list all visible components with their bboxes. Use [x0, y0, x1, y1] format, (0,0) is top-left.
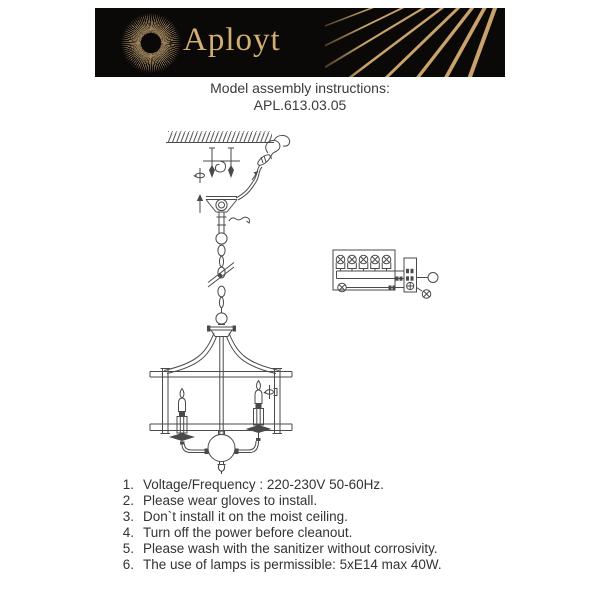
instruction-number: 3. — [122, 509, 134, 524]
ground-lamp-symbol — [338, 283, 347, 292]
instruction-item — [118, 477, 538, 493]
center-rod — [220, 337, 223, 435]
ceiling-hatch — [166, 131, 274, 143]
rotate-screw-icon — [193, 168, 204, 183]
drum-frame — [150, 369, 292, 434]
instruction-number: 1. — [122, 477, 134, 492]
top-cup — [207, 313, 236, 337]
page-title: Model assembly instructions: — [210, 80, 390, 96]
instruction-text: Turn off the power before cleanout. — [143, 525, 353, 540]
mounting-hook-icon — [215, 161, 225, 172]
lamp-symbol — [422, 290, 431, 299]
lamp-symbol — [359, 255, 368, 271]
lamp-symbol — [336, 255, 345, 271]
canopy — [206, 197, 237, 245]
instruction-number: 5. — [122, 541, 134, 556]
instruction-item — [118, 557, 538, 573]
instruction-number: 2. — [122, 493, 134, 508]
wiring-diagram — [333, 250, 438, 298]
bottom-arms — [180, 438, 261, 454]
instruction-item — [118, 493, 538, 509]
instruction-number: 4. — [122, 525, 134, 540]
instruction-text: Please wash with the sanitizer without corrosivity. — [143, 541, 438, 556]
instruction-item — [118, 525, 538, 541]
anchor-screws — [203, 148, 240, 178]
center-sphere — [208, 431, 235, 462]
terminal-block — [404, 258, 417, 292]
model-number: APL.613.03.05 — [253, 97, 347, 113]
live-terminal-symbol — [428, 273, 438, 283]
instruction-text: Please wear gloves to install. — [143, 493, 318, 508]
upper-arms — [164, 333, 279, 374]
instructions-list — [118, 477, 538, 573]
instruction-item — [118, 509, 538, 525]
brand-name: Aployt — [183, 22, 281, 58]
finial — [218, 462, 226, 475]
lamp-symbol — [371, 255, 380, 271]
mains-wire — [236, 135, 290, 200]
instruction-number: 6. — [122, 557, 134, 572]
instruction-text: Don`t install it on the moist ceiling. — [143, 509, 348, 524]
lamp-symbol — [382, 255, 391, 271]
candle-lamp-left — [169, 389, 195, 445]
safety-clip-icon — [229, 217, 250, 223]
up-arrow-icon — [197, 194, 203, 213]
instruction-item — [118, 541, 538, 557]
instruction-text: The use of lamps is permissible: 5xE14 max 40W. — [143, 557, 442, 572]
instruction-text: Voltage/Frequency : 220-230V 50-60Hz. — [143, 477, 384, 492]
lamp-symbol — [348, 255, 357, 271]
